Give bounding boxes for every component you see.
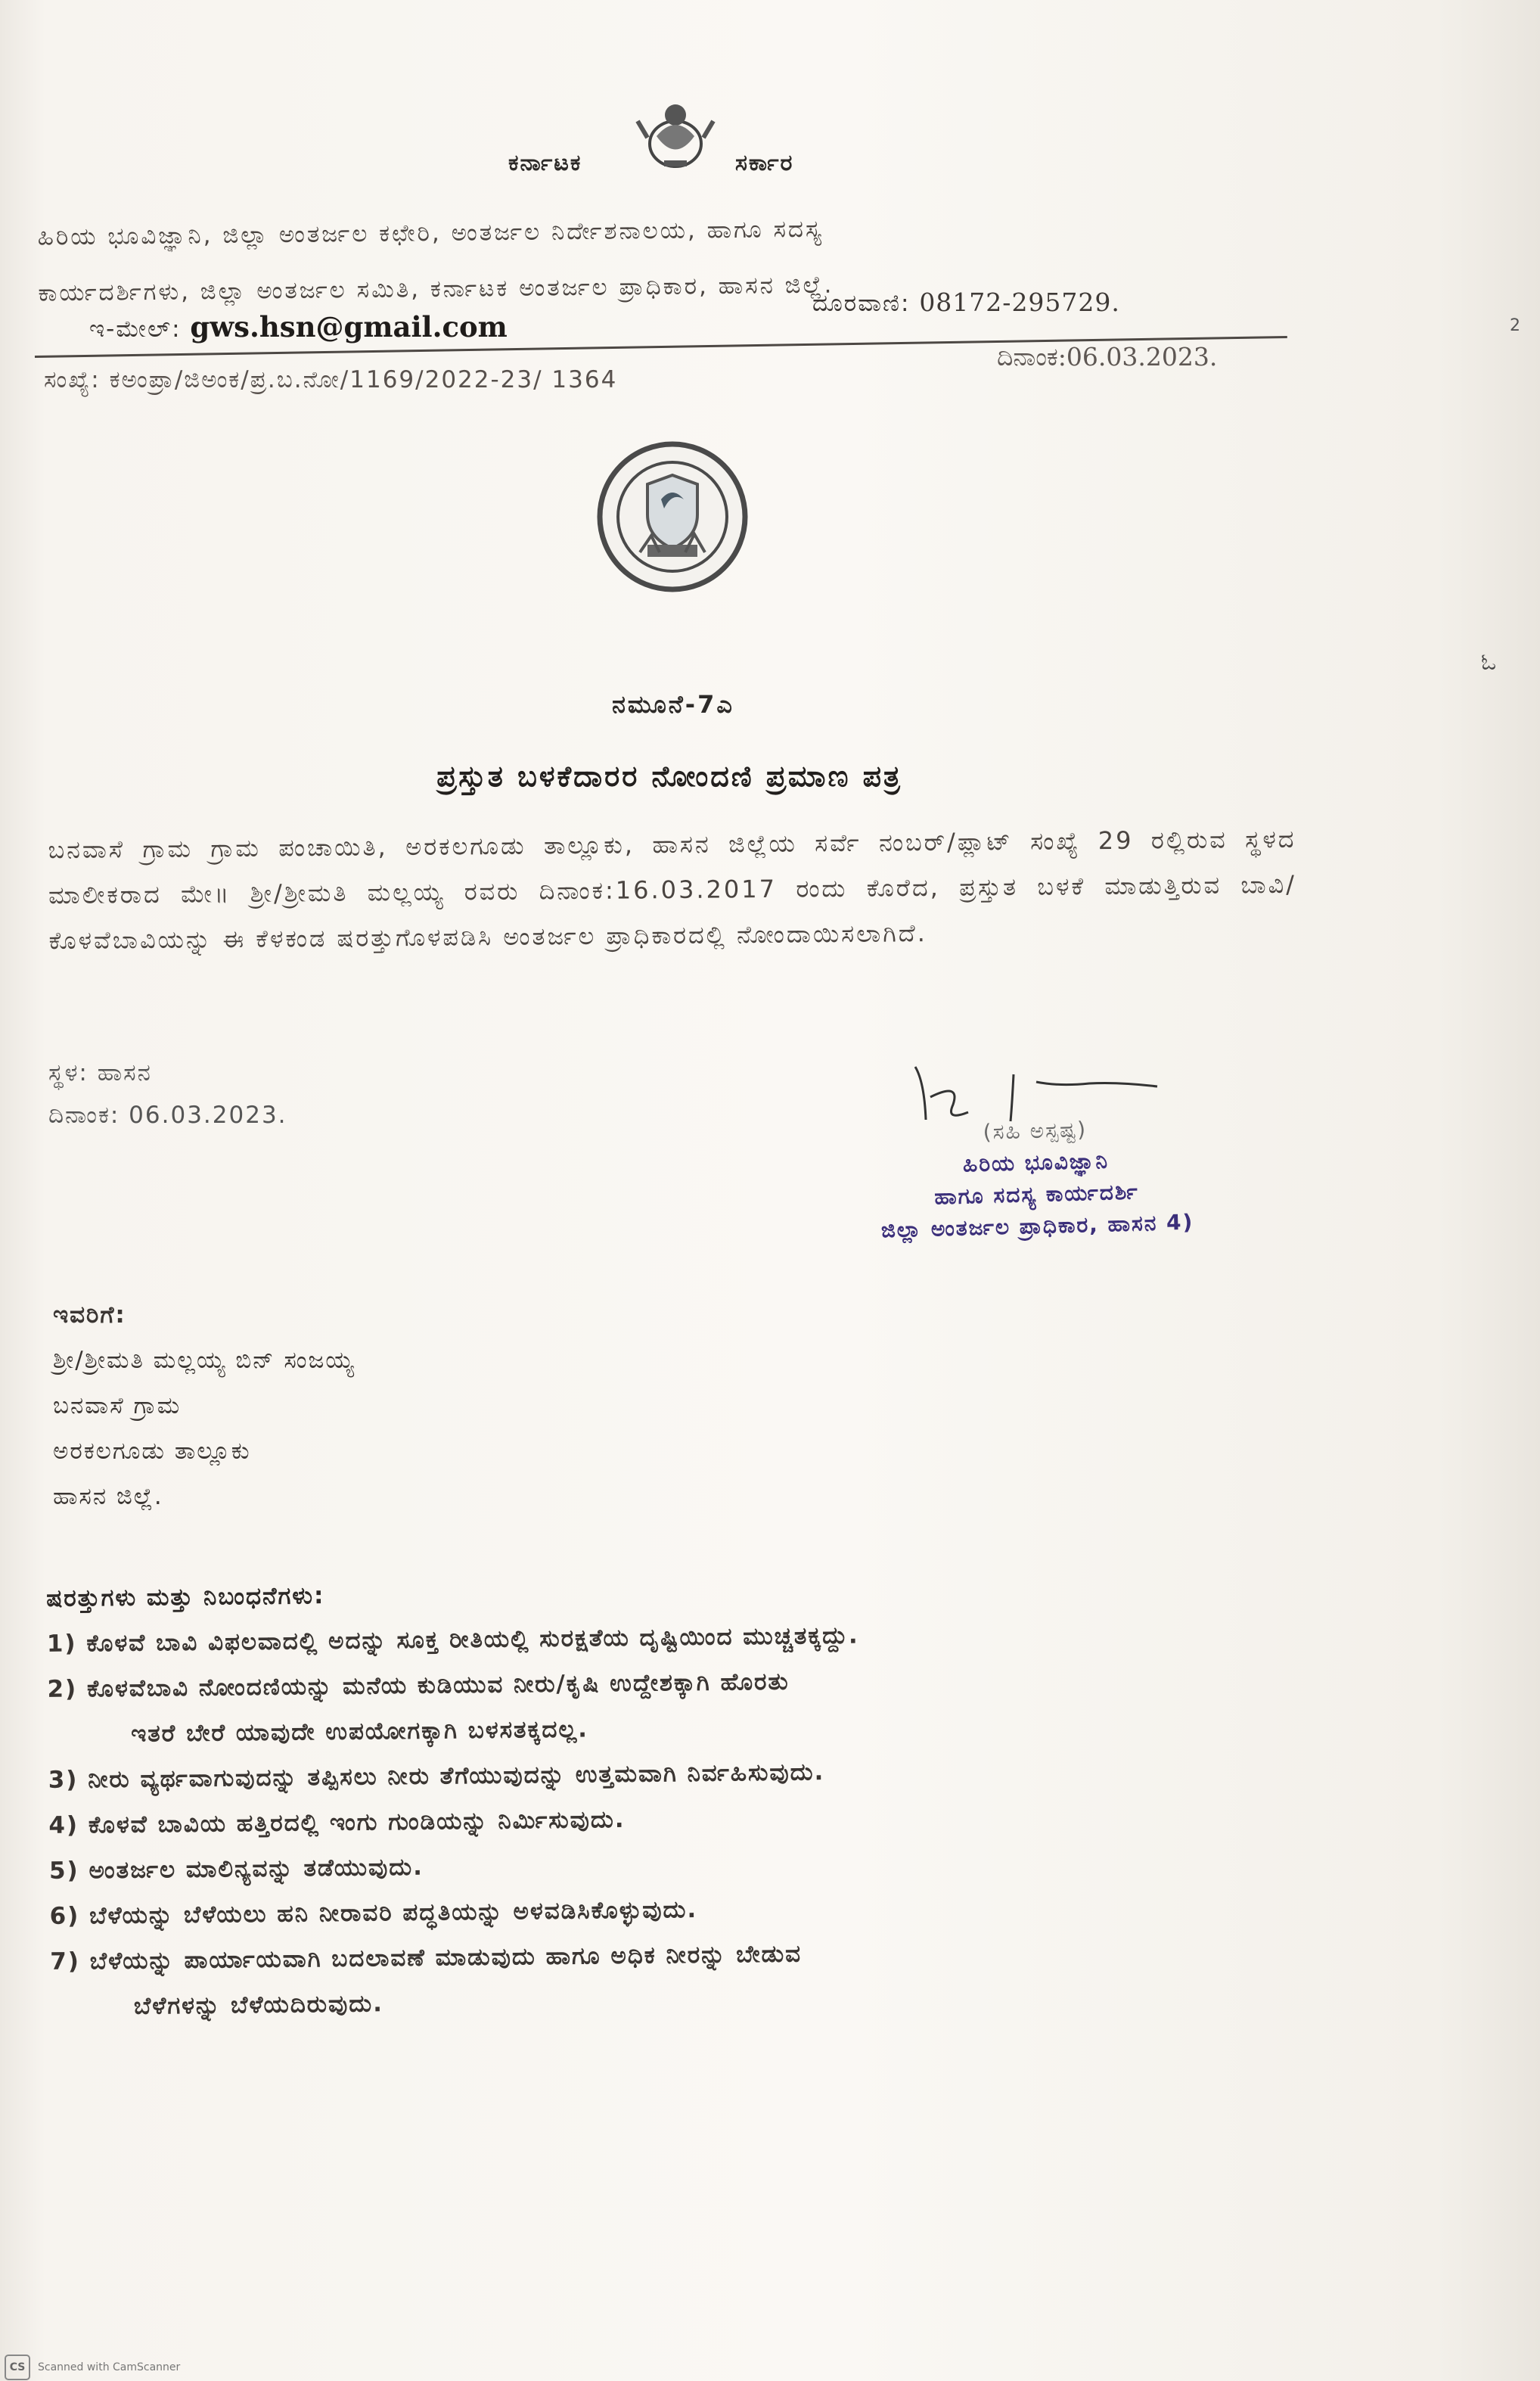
term-item: ಇತರೆ ಬೇರೆ ಯಾವುದೇ ಉಪಯೋಗಕ್ಕಾಗಿ ಬಳಸತಕ್ಕದಲ್ಲ. <box>130 1715 589 1748</box>
term-item: 1) ಕೊಳವೆ ಬಾವಿ ವಿಫಲವಾದಲ್ಲಿ ಅದನ್ನು ಸೂಕ್ತ ರೀತಿಯಲ್ಲಿ ಸುರಕ್ಷತೆಯ ದೃಷ್ಟಿಯಿಂದ ಮುಚ್ಚತಕ್ಕದ್ದು. <box>46 1621 859 1658</box>
addressee-line: ಹಾಸನ ಜಿಲ್ಲೆ. <box>53 1483 163 1510</box>
email-value: gws.hsn@gmail.com <box>190 310 508 343</box>
page-margin-mark: 2 <box>1510 316 1520 335</box>
signature-designation-1: ಹಿರಿಯ ಭೂವಿಜ್ಞಾನಿ <box>962 1148 1110 1177</box>
form-number: ನಮೂನೆ-7ಎ <box>612 690 734 719</box>
government-left: ಕರ್ನಾಟಕ <box>508 150 582 176</box>
office-line-2: ಕಾರ್ಯದರ್ಶಿಗಳು, ಜಿಲ್ಲಾ ಅಂತರ್ಜಲ ಸಮಿತಿ, ಕರ್ನಾಟಕ ಅಂತರ್ಜಲ ಪ್ರಾಧಿಕಾರ, ಹಾಸನ ಜಿಲ್ಲೆ. <box>38 271 834 307</box>
camscanner-icon: CS <box>5 2355 30 2380</box>
addressee-line: ಬನವಾಸೆ ಗ್ರಾಮ <box>53 1392 182 1419</box>
addressee-block <box>53 1292 356 1519</box>
reference-number: ಸಂಖ್ಯೆ: ಕಅಂಪ್ರಾ/ಜಿಅಂಕ/ಪ್ರ.ಬ.ನೋ/1169/2022-23/ 1364 <box>44 366 618 393</box>
government-right: ಸರ್ಕಾರ <box>735 150 794 176</box>
term-item: 4) ಕೊಳವೆ ಬಾವಿಯ ಹತ್ತಿರದಲ್ಲಿ ಇಂಗು ಗುಂಡಿಯನ್ನು ನಿರ್ಮಿಸುವುದು. <box>48 1805 626 1839</box>
email-line <box>89 310 508 343</box>
addressee-line: ಶ್ರೀ/ಶ್ರೀಮತಿ ಮಲ್ಲಯ್ಯ ಬಿನ್ ಸಂಜಯ್ಯ <box>53 1347 356 1374</box>
term-item: 6) ಬೆಳೆಯನ್ನು ಬೆಳೆಯಲು ಹನಿ ನೀರಾವರಿ ಪದ್ಧತಿಯನ್ನು ಅಳವಡಿಸಿಕೊಳ್ಳುವುದು. <box>49 1895 698 1930</box>
scanner-text: Scanned with CamScanner <box>38 2361 181 2373</box>
office-line-1: ಹಿರಿಯ ಭೂವಿಜ್ಞಾನಿ, ಜಿಲ್ಲಾ ಅಂತರ್ಜಲ ಕಛೇರಿ, ಅಂತರ್ಜಲ ನಿರ್ದೇಶನಾಲಯ, ಹಾಗೂ ಸದಸ್ಯ <box>37 215 824 251</box>
side-margin-mark: ಓ <box>1481 649 1497 676</box>
addressee-line: ಅರಕಲಗೂಡು ತಾಲ್ಲೂಕು <box>53 1438 251 1465</box>
issue-date-line: ದಿನಾಂಕ: 06.03.2023. <box>48 1102 287 1129</box>
term-item: 3) ನೀರು ವ್ಯರ್ಥವಾಗುವುದನ್ನು ತಪ್ಪಿಸಲು ನೀರು ತೆಗೆಯುವುದನ್ನು ಉತ್ತಮವಾಗಿ ನಿರ್ವಹಿಸುವುದು. <box>48 1758 825 1794</box>
addressee-label: ಇವರಿಗೆ: <box>53 1301 126 1329</box>
terms-section <box>46 1562 1337 2030</box>
certificate-body: ಬನವಾಸೆ ಗ್ರಾಮ ಗ್ರಾಮ ಪಂಚಾಯಿತಿ, ಅರಕಲಗೂಡು ತಾಲ್ಲೂಕು, ಹಾಸನ ಜಿಲ್ಲೆಯ ಸರ್ವೆ ನಂಬರ್/ಪ್ಲಾಟ್ ಸಂಖ್ಯೆ 29 ರಲ್ಲಿರುವ ಸ್ಥಳದ ಮಾಲೀಕರಾದ ಮೇ॥ ಶ್ರೀ/ಶ್ರೀಮತಿ ಮಲ್ಲಯ್ಯ ರವರು ದಿನಾಂಕ:16.03.2017 ರಂದು ಕೊರೆದ, ಪ್ರಸ್ತುತ ಬಳಕೆ ಮಾಡುತ್ತಿರುವ ಬಾವಿ/ಕೊಳವೆಬಾವಿಯನ್ನು ಈ ಕೆಳಕಂಡ ಷರತ್ತುಗೊಳಪಡಿಸಿ ಅಂತರ್ಜಲ ಪ್ರಾಧಿಕಾರದಲ್ಲಿ ನೋಂದಾಯಿಸಲಾಗಿದೆ. <box>48 824 1297 956</box>
term-item: ಬೆಳೆಗಳನ್ನು ಬೆಳೆಯದಿರುವುದು. <box>133 1990 384 2020</box>
phone-value: 08172-295729. <box>919 288 1120 317</box>
signature-designation-3-text: ಜಿಲ್ಲಾ ಅಂತರ್ಜಲ ಪ್ರಾಧಿಕಾರ, ಹಾಸನ <box>880 1210 1158 1243</box>
signature-block <box>762 1108 1310 1250</box>
term-item: 5) ಅಂತರ್ಜಲ ಮಾಲಿನ್ಯವನ್ನು ತಡೆಯುವುದು. <box>48 1853 424 1885</box>
karnataka-emblem-icon <box>634 91 717 174</box>
ground-water-authority-seal-icon <box>595 439 750 595</box>
terms-title: ಷರತ್ತುಗಳು ಮತ್ತು ನಿಬಂಧನೆಗಳು: <box>46 1582 325 1612</box>
signature-name: (ಸಹಿ ಅಸ್ಪಷ್ಟ) <box>983 1117 1088 1145</box>
phone-line <box>812 288 1120 318</box>
email-label: ಇ-ಮೇಲ್: <box>89 315 182 343</box>
term-item: 7) ಬೆಳೆಯನ್ನು ಪಾರ್ಯಾಯವಾಗಿ ಬದಲಾವಣೆ ಮಾಡುವುದು ಹಾಗೂ ಅಧಿಕ ನೀರನ್ನು ಬೇಡುವ <box>50 1940 803 1975</box>
signature-suffix-mark: 4) <box>1166 1209 1194 1236</box>
term-item: 2) ಕೊಳವೆಬಾವಿ ನೋಂದಣಿಯನ್ನು ಮನೆಯ ಕುಡಿಯುವ ನೀರು/ಕೃಷಿ ಉದ್ದೇಶಕ್ಕಾಗಿ ಹೊರತು <box>47 1668 790 1703</box>
reference-date: ದಿನಾಂಕ:06.03.2023. <box>997 342 1218 371</box>
phone-label: ದೂರವಾಣಿ: <box>812 290 911 317</box>
scanner-footer <box>5 2356 180 2379</box>
signature-designation-2: ಹಾಗೂ ಸದಸ್ಯ ಕಾರ್ಯದರ್ಶಿ <box>933 1179 1140 1210</box>
place-line: ಸ್ಥಳ: ಹಾಸನ <box>48 1059 152 1086</box>
certificate-title: ಪ್ರಸ್ತುತ ಬಳಕೆದಾರರ ನೋಂದಣಿ ಪ್ರಮಾಣ ಪತ್ರ <box>436 760 902 793</box>
